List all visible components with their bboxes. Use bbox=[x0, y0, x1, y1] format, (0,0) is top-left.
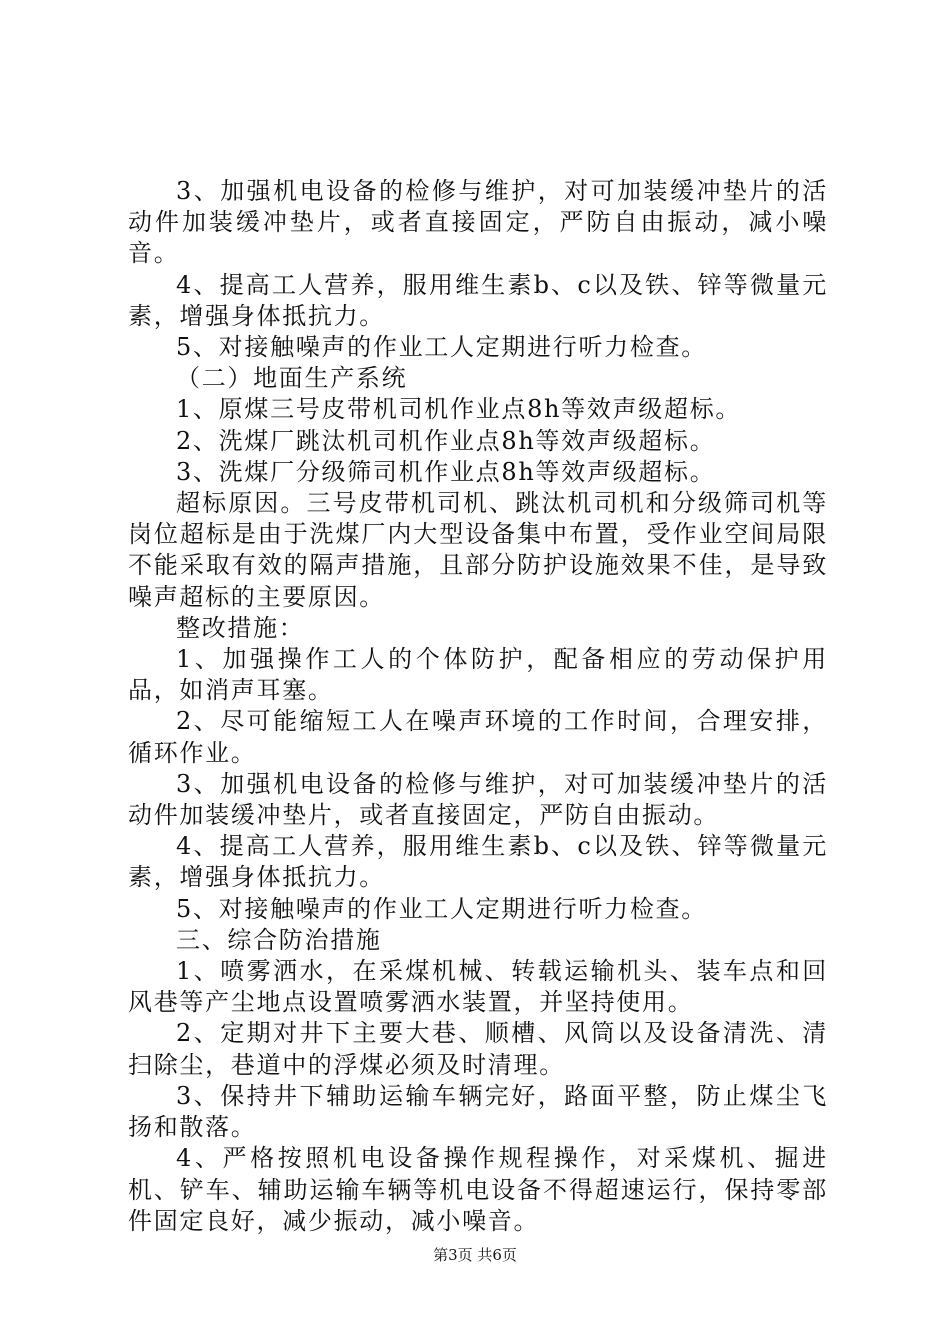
paragraph: 4、严格按照机电设备操作规程操作，对采煤机、掘进机、铲车、辅助运输车辆等机电设备不得超速运行，保持零部件固定良好，减少振动，减小噪音。 bbox=[128, 1144, 828, 1235]
document-body bbox=[128, 176, 828, 1237]
paragraph: 3、保持井下辅助运输车辆完好，路面平整，防止煤尘飞扬和散落。 bbox=[128, 1081, 828, 1142]
paragraph: 1、加强操作工人的个体防护，配备相应的劳动保护用品，如消声耳塞。 bbox=[128, 645, 828, 705]
paragraph: 4、提高工人营养，服用维生素b、c以及铁、锌等微量元素，增强身体抵抗力。 bbox=[128, 832, 828, 892]
paragraph: 3、加强机电设备的检修与维护，对可加装缓冲垫片的活动件加装缓冲垫片，或者直接固定，严防自由振动，减小噪音。 bbox=[128, 177, 828, 268]
paragraph: 5、对接触噪声的作业工人定期进行听力检查。 bbox=[176, 333, 707, 362]
page-number-label: 第3页 共6页 bbox=[433, 1246, 517, 1264]
section-heading: （二）地面生产系统 bbox=[176, 364, 408, 393]
paragraph: 超标原因。三号皮带机司机、跳汰机司机和分级筛司机等岗位超标是由于洗煤厂内大型设备集中布置，受作业空间局限不能采取有效的隔声措施，且部分防护设施效果不佳，是导致噪声超标的主要原因。 bbox=[128, 489, 828, 611]
paragraph: 2、尽可能缩短工人在噪声环境的工作时间，合理安排，循环作业。 bbox=[128, 707, 828, 767]
paragraph: 2、定期对井下主要大巷、顺槽、风筒以及设备清洗、清扫除尘，巷道中的浮煤必须及时清理。 bbox=[128, 1019, 828, 1079]
paragraph: 3、加强机电设备的检修与维护，对可加装缓冲垫片的活动件加装缓冲垫片，或者直接固定，严防自由振动。 bbox=[128, 769, 828, 830]
paragraph: 1、原煤三号皮带机司机作业点8h等效声级超标。 bbox=[176, 395, 742, 424]
paragraph: 2、洗煤厂跳汰机司机作业点8h等效声级超标。 bbox=[176, 426, 716, 455]
paragraph: 4、提高工人营养，服用维生素b、c以及铁、锌等微量元素，增强身体抵抗力。 bbox=[128, 270, 828, 330]
paragraph: 1、喷雾洒水，在采煤机械、转载运输机头、装车点和回风巷等产尘地点设置喷雾洒水装置，并坚持使用。 bbox=[128, 957, 828, 1017]
section-heading: 三、综合防治措施 bbox=[176, 925, 382, 954]
paragraph: 5、对接触噪声的作业工人定期进行听力检查。 bbox=[176, 894, 707, 923]
paragraph: 整改措施： bbox=[176, 613, 305, 642]
paragraph: 3、洗煤厂分级筛司机作业点8h等效声级超标。 bbox=[176, 457, 716, 486]
page-footer bbox=[0, 1244, 950, 1265]
